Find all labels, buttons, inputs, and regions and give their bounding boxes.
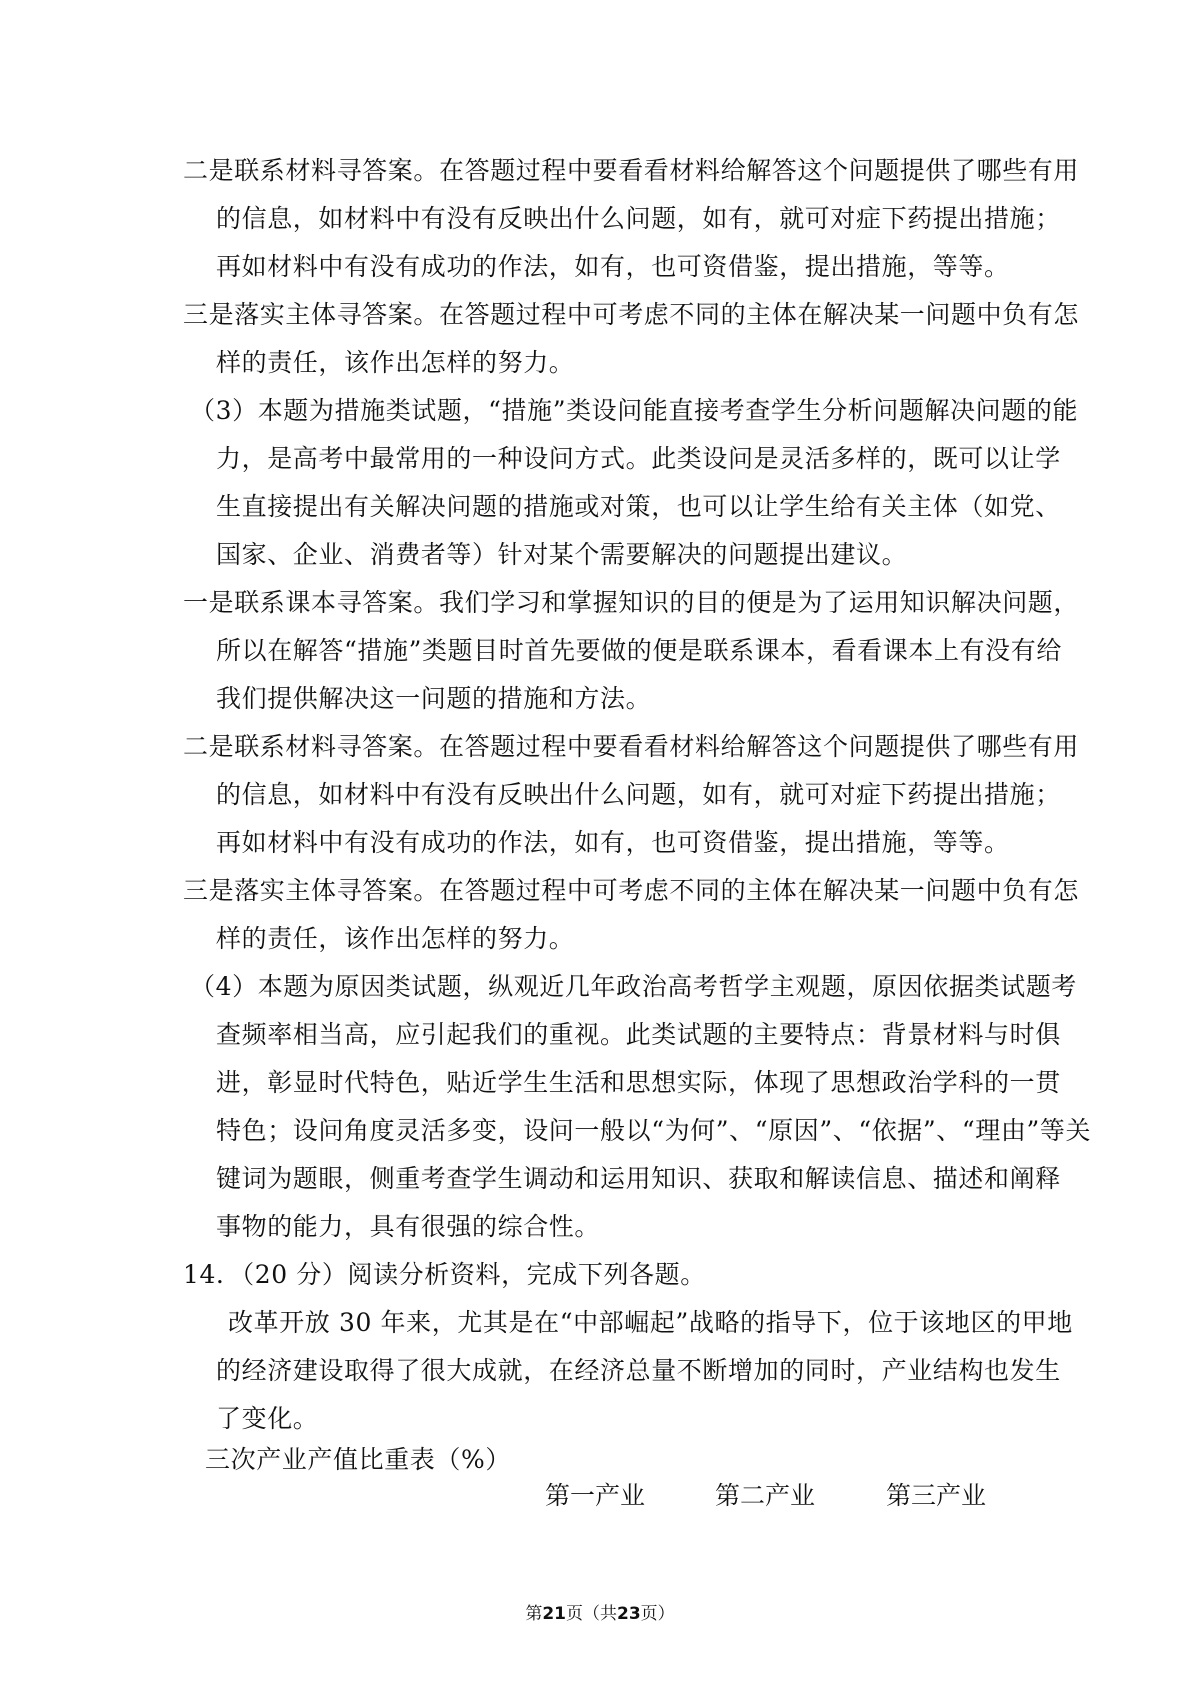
- footer-current-page: 21: [542, 1604, 566, 1624]
- paragraph-line: 二是联系材料寻答案。在答题过程中要看看材料给解答这个问题提供了哪些有用: [183, 732, 1080, 761]
- table-header-secondary: 第二产业: [715, 1481, 816, 1510]
- paragraph-line: 样的责任，该作出怎样的努力。: [216, 348, 575, 377]
- paragraph-line: 所以在解答“措施”类题目时首先要做的便是联系课本，看看课本上有没有给: [216, 636, 1062, 665]
- footer-middle: 页（共: [566, 1604, 617, 1624]
- paragraph-line: 三是落实主体寻答案。在答题过程中可考虑不同的主体在解决某一问题中负有怎: [183, 876, 1080, 905]
- paragraph-line: 特色；设问角度灵活多变，设问一般以“为何”、“原因”、“依据”、“理由”等关: [216, 1116, 1092, 1145]
- table-header-primary: 第一产业: [545, 1481, 646, 1510]
- material-line: 改革开放 30 年来，尤其是在“中部崛起”战略的指导下，位于该地区的甲地: [228, 1308, 1073, 1337]
- paragraph-line: 进，彰显时代特色，贴近学生生活和思想实际，体现了思想政治学科的一贯: [216, 1068, 1061, 1097]
- footer-prefix: 第: [525, 1604, 543, 1624]
- paragraph-line: 样的责任，该作出怎样的努力。: [216, 924, 575, 953]
- paragraph-line: 再如材料中有没有成功的作法，如有，也可资借鉴，提出措施，等等。: [216, 828, 1010, 857]
- paragraph-line: 我们提供解决这一问题的措施和方法。: [216, 684, 652, 713]
- material-line: 的经济建设取得了很大成就，在经济总量不断增加的同时，产业结构也发生: [216, 1356, 1061, 1385]
- paragraph-line: 键词为题眼，侧重考查学生调动和运用知识、获取和解读信息、描述和阐释: [216, 1164, 1061, 1193]
- paragraph-line: 国家、企业、消费者等）针对某个需要解决的问题提出建议。: [216, 540, 908, 569]
- paragraph-line: 事物的能力，具有很强的综合性。: [216, 1212, 601, 1241]
- paragraph-line: 一是联系课本寻答案。我们学习和掌握知识的目的便是为了运用知识解决问题，: [183, 588, 1080, 617]
- footer-total-pages: 23: [617, 1604, 641, 1624]
- paragraph-line: 的信息，如材料中有没有反映出什么问题，如有，就可对症下药提出措施；: [216, 204, 1061, 233]
- paragraph-line: （4）本题为原因类试题，纵观近几年政治高考哲学主观题，原因依据类试题考: [190, 972, 1077, 1001]
- paragraph-line: 的信息，如材料中有没有反映出什么问题，如有，就可对症下药提出措施；: [216, 780, 1061, 809]
- table-header-tertiary: 第三产业: [886, 1481, 987, 1510]
- question-14-heading: 14．（20 分）阅读分析资料，完成下列各题。: [183, 1260, 706, 1289]
- paragraph-line: 再如材料中有没有成功的作法，如有，也可资借鉴，提出措施，等等。: [216, 252, 1010, 281]
- footer-suffix: 页）: [640, 1604, 675, 1624]
- paragraph-line: 查频率相当高，应引起我们的重视。此类试题的主要特点：背景材料与时俱: [216, 1020, 1061, 1049]
- paragraph-line: 力，是高考中最常用的一种设问方式。此类设问是灵活多样的，既可以让学: [216, 444, 1061, 473]
- table-title: 三次产业产值比重表（%）: [205, 1445, 511, 1474]
- paragraph-line: （3）本题为措施类试题，“措施”类设问能直接考查学生分析问题解决问题的能: [190, 396, 1079, 425]
- page-footer: [0, 1603, 1200, 1625]
- paragraph-line: 生直接提出有关解决问题的措施或对策，也可以让学生给有关主体（如党、: [216, 492, 1061, 521]
- material-line: 了变化。: [216, 1404, 319, 1433]
- paragraph-line: 三是落实主体寻答案。在答题过程中可考虑不同的主体在解决某一问题中负有怎: [183, 300, 1080, 329]
- paragraph-line: 二是联系材料寻答案。在答题过程中要看看材料给解答这个问题提供了哪些有用: [183, 156, 1080, 185]
